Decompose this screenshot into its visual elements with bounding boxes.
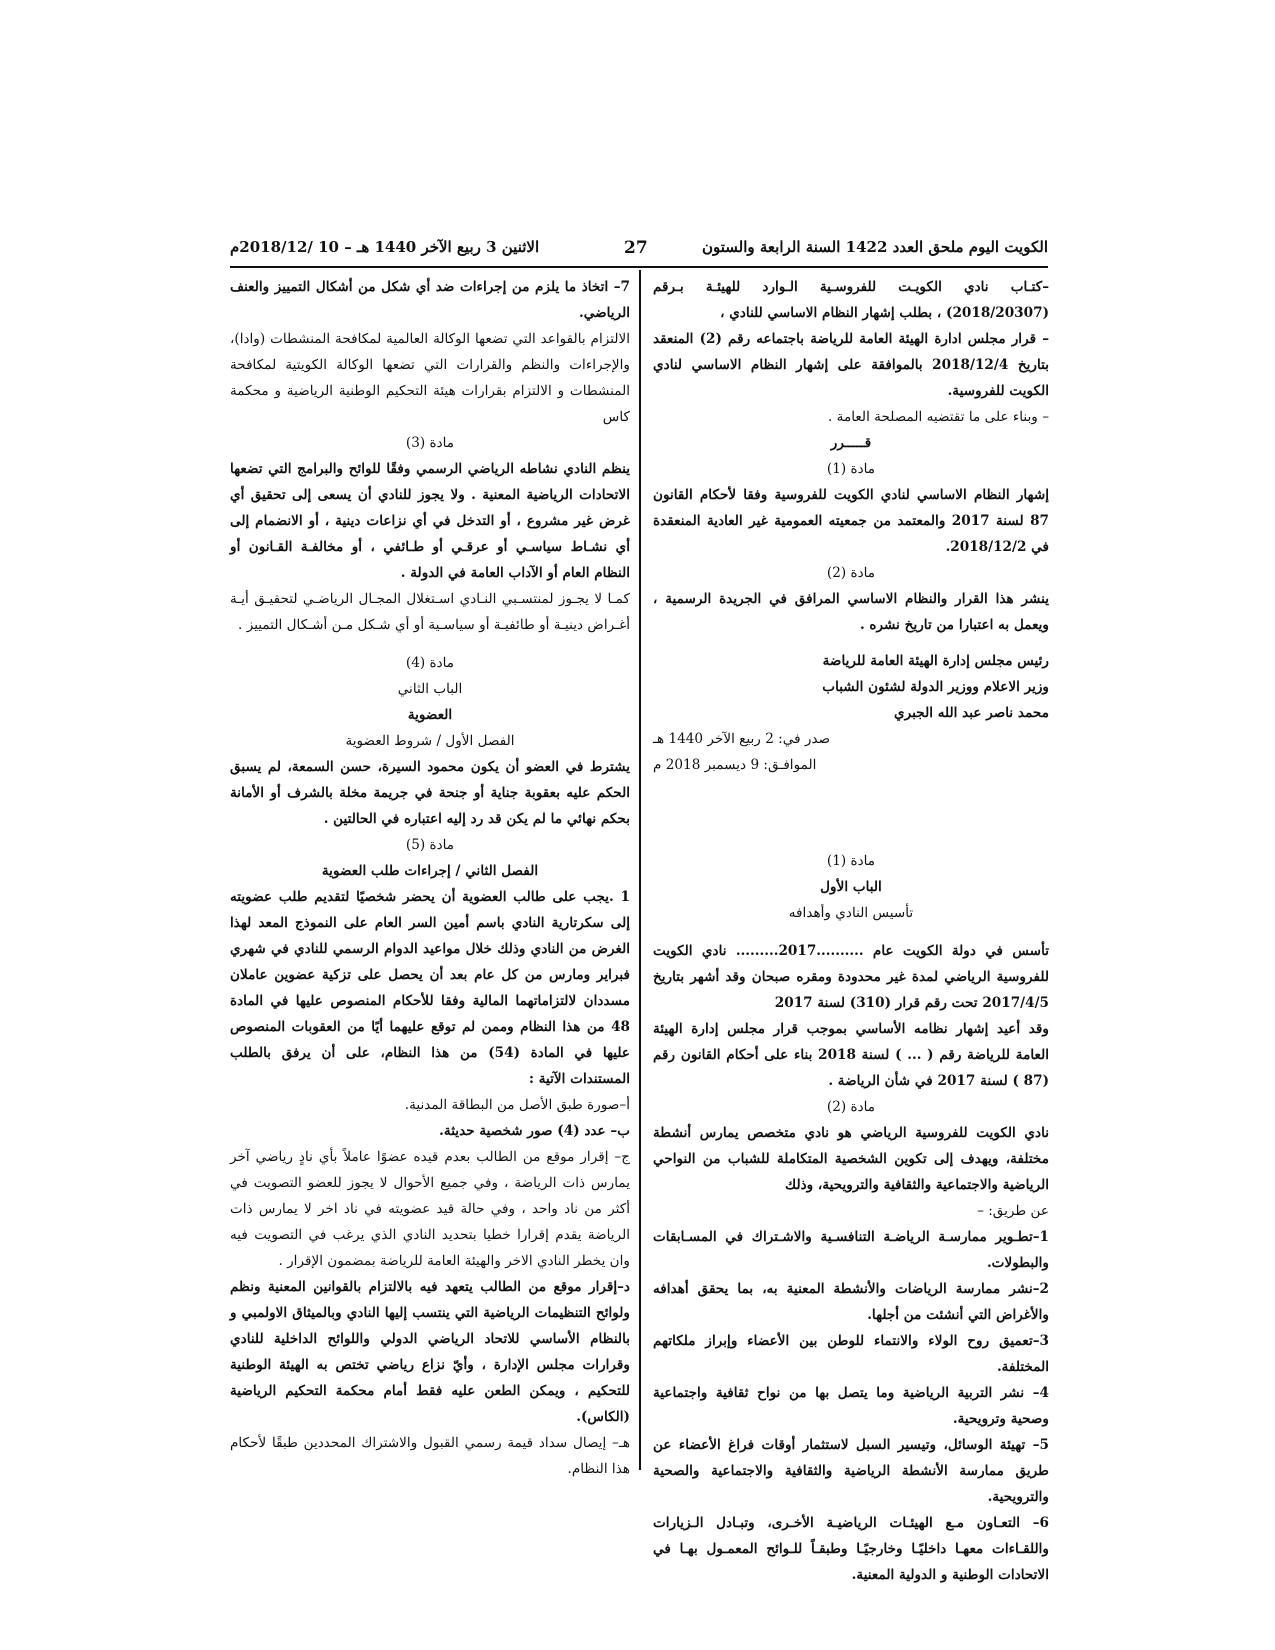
left-column [230, 274, 630, 1482]
list-item: د–إقرار موقع من الطالب يتعهد فيه بالالتزام بالقوانين المعنية ونظم ولوائح التنظيمات الرياضية التي ينتسب إليها النادي وبالميثاق الاولمبي و بالنظام الأساسي للاتحاد الرياضي الدولي واللوائح الداخلية للنادي وقرارات مجلس الإدارة ، وأيّ نزاع رياضي تختص به الهيئة الوطنية للتحكيم ، ويمكن الطعن عليه فقط أمام محكمة التحكيم الرياضية (الكاس). [230, 1279, 630, 1425]
spacer [653, 926, 1049, 938]
signature-name: محمد ناصر عبد الله الجبري [894, 705, 1049, 721]
issued-date: صدر في: 2 ربيع الآخر 1440 هـ [653, 731, 831, 747]
right-column [653, 274, 1049, 1588]
list-item: 2–نشر ممارسة الرياضات والأنشطة المعنية به، بما يحقق أهدافه والأغراض التي أنشئت من أجلها. [653, 1281, 1049, 1323]
article-text: كمـا لا يجـوز لمنتسـبي النـادي اسـتغلال المجـال الرياضـي لتحقيـق أيـة أغـراض دينيـة أو طائفيـة أو سياسـية أو أي شـكل مـن أشـكال التمييز . [230, 591, 630, 633]
article-text: ينشر هذا القرار والنظام الاساسي المرافق في الجريدة الرسمية ، ويعمل به اعتبارا من تاريخ نشره . [653, 591, 1049, 633]
article-title: مادة (2) [826, 1099, 876, 1115]
article-title: مادة (1) [826, 461, 876, 477]
chapter-subtitle: العضوية [407, 707, 453, 723]
article-text: وقد أعيد إشهار نظامه الأساسي بموجب قرار مجلس إدارة الهيئة العامة للرياضة رقم ( ... ) لسنة 2018 بناء على أحكام القانون رقم (87 ) لسنة 2017 في شأن الرياضة . [653, 1021, 1049, 1089]
paragraph: الالتزام بالقواعد التي تضعها الوكالة العالمية لمكافحة المنشطات (وادا)، والإجراءات والنظم والقرارات التي تضعها الوكالة الكويتية لمكافحة المنشطات و الالتزام بقرارات هيئة التحكيم الوطنية الرياضية و محكمة كاس [230, 331, 630, 425]
chapter-subtitle: تأسيس النادي وأهدافه [788, 905, 914, 921]
signature-line: وزير الاعلام ووزير الدولة لشئون الشباب [822, 679, 1049, 695]
spacer [653, 778, 1049, 848]
article-text: 1 .يجب على طالب العضوية أن يحضر شخصيًا لتقديم طلب عضويته إلى سكرتارية النادي باسم أمين السر العام على النموذج المعد لهذا الغرض من النادي وذلك خلال مواعيد الدوام الرسمي للنادي في شهري فبراير ومارس من كل عام بعد أن يحصل على تزكية عضوين عاملان مسددان لالتزاماتهما المالية وفقا للأحكام المنصوص عليها في المادة 48 من هذا النظام وممن لم توقع عليهما أيًا من العقوبات المنصوص عليها في المادة (54) من هذا النظام، على أن يرفق بالطلب المستندات الآتية : [230, 889, 630, 1087]
article-text: تأسس في دولة الكويت عام ..........2017......... نادي الكويت للفروسية الرياضي لمدة غير محدودة ومقره صبحان وقد أشهر بتاريخ 2017/4/5 تحت رقم قرار (310) لسنة 2017 [653, 943, 1049, 1011]
article-title: مادة (3) [405, 435, 455, 451]
page-number: 27 [624, 238, 648, 258]
gazette-title: الكويت اليوم ملحق العدد 1422 السنة الرابعة والستون [702, 238, 1048, 256]
article-title: مادة (2) [826, 565, 876, 581]
paragraph: عن طريق: – [977, 1203, 1049, 1219]
issued-date-gregorian: الموافـق: 9 ديسمبر 2018 م [653, 757, 817, 773]
article-text: يشترط في العضو أن يكون محمود السيرة، حسن السمعة، لم يسبق الحكم عليه بعقوبة جناية أو جنحة في جريمة مخلة بالشرف أو الأمانة بحكم نهائي ما لم يكن قد رد إليه اعتباره في الحالتين . [230, 759, 630, 827]
paragraph: – وبناء على ما تقتضيه المصلحة العامة . [828, 409, 1049, 425]
article-text: ينظم النادي نشاطه الرياضي الرسمي وفقًا للوائح والبرامج التي تضعها الاتحادات الرياضية المعنية . ولا يجوز للنادي أن يسعى إلى تحقيق أي غرض غير مشروع ، أو التدخل في أي نزاعات دينية ، أو الانضمام إلى أي نشـاط سياسـي أو عرقـي أو طـائفي ، أو مخالفـة القـانون أو النظام العام أو الآداب العامة في الدولة . [230, 461, 630, 581]
header-rule [230, 266, 1048, 268]
page-header [230, 238, 1048, 264]
article-text: إشهار النظام الاساسي لنادي الكويت للفروسية وفقا لأحكام القانون 87 لسنة 2017 والمعتمد من جمعيته العمومية غير العادية المنعقدة في 2018/12/2. [653, 487, 1050, 555]
list-item: 5– تهيئة الوسائل، وتيسير السبل لاستثمار أوقات فراغ الأعضاء عن طريق ممارسة الأنشطة الرياضية والثقافية والاجتماعية والصحية والترويحية. [653, 1437, 1049, 1505]
list-item: أ–صورة طبق الأصل من البطاقة المدنية. [404, 1097, 630, 1113]
article-text: نادي الكويت للفروسية الرياضي هو نادي متخصص يمارس أنشطة مختلفة، ويهدف إلى تكوين الشخصية المتكاملة للشباب من النواحي الرياضية والاجتماعية والثقافية والترويحية، وذلك [653, 1125, 1049, 1193]
list-item: 1–تطـوير ممارسـة الرياضـة التنافسـية والاشـتراك في المسـابقات والبطولات. [653, 1229, 1049, 1271]
paragraph: –كتـاب نادي الكويـت للفروسـية الـوارد للهيئـة بـرقم (2018/20307) ، بطلب إشهار النظام الاساسي للنادي ، [653, 279, 1049, 321]
section-title: الفصل الأول / شروط العضوية [345, 733, 515, 749]
signature-line: رئيس مجلس إدارة الهيئة العامة للرياضة [822, 653, 1049, 669]
article-title: مادة (1) [826, 853, 876, 869]
issue-date: الاثنين 3 ربيع الآخر 1440 هـ – 10 /2018/12م [230, 238, 540, 256]
chapter-title: الباب الثاني [397, 681, 463, 697]
paragraph: – قرار مجلس ادارة الهيئة العامة للرياضة باجتماعه رقم (2) المنعقد بتاريخ 2018/12/4 بالموافقة على إشهار النظام الاساسي لنادي الكويت للفروسية. [653, 331, 1049, 399]
list-item: 4– نشر التربية الرياضية وما يتصل بها من نواح ثقافية واجتماعية وصحية وترويحية. [653, 1385, 1049, 1427]
list-item: هـ– إيصال سداد قيمة رسمي القبول والاشتراك المحددين طبقًا لأحكام هذا النظام. [230, 1435, 630, 1477]
section-title: الفصل الثاني / إجراءات طلب العضوية [321, 863, 539, 879]
article-title: مادة (5) [405, 837, 455, 853]
column-divider [639, 270, 641, 1470]
list-item: 6– التعـاون مـع الهيئـات الرياضيـة الأخـرى، وتبـادل الـزيارات واللقـاءات معهـا داخليًـا وخارجيًـا وطبقـاً للـوائح المعمـول بهـا في الاتحادات الوطنية و الدولية المعنية. [653, 1515, 1049, 1583]
list-item: 7– اتخاذ ما يلزم من إجراءات ضد أي شكل من أشكال التمييز والعنف الرياضي. [230, 279, 630, 321]
decision-title: قـــــرر [830, 435, 872, 451]
list-item: 3–تعميق روح الولاء والانتماء للوطن بين الأعضاء وإبراز ملكاتهم المختلفة. [653, 1333, 1049, 1375]
list-item: ب– عدد (4) صور شخصية حديثة. [439, 1123, 630, 1139]
spacer [230, 638, 630, 650]
chapter-title: الباب الأول [820, 879, 882, 895]
list-item: ج– إقرار موقع من الطالب بعدم قيده عضوًا عاملاً بأي نادٍ رياضي آخر يمارس ذات الرياضة ، وفي جميع الأحوال لا يجوز للعضو التصويت في أكثر من ناد واحد ، وفي حالة قيد عضويته في ناد اخر لا يمارس ذات الرياضة يقدم إقرارا خطيا بتحديد النادي الذي يرغب في التصويت فيه وان يخطر النادي الاخر والهيئة العامة للرياضة بمضمون الإقرار . [230, 1149, 630, 1269]
article-title: مادة (4) [405, 655, 455, 671]
